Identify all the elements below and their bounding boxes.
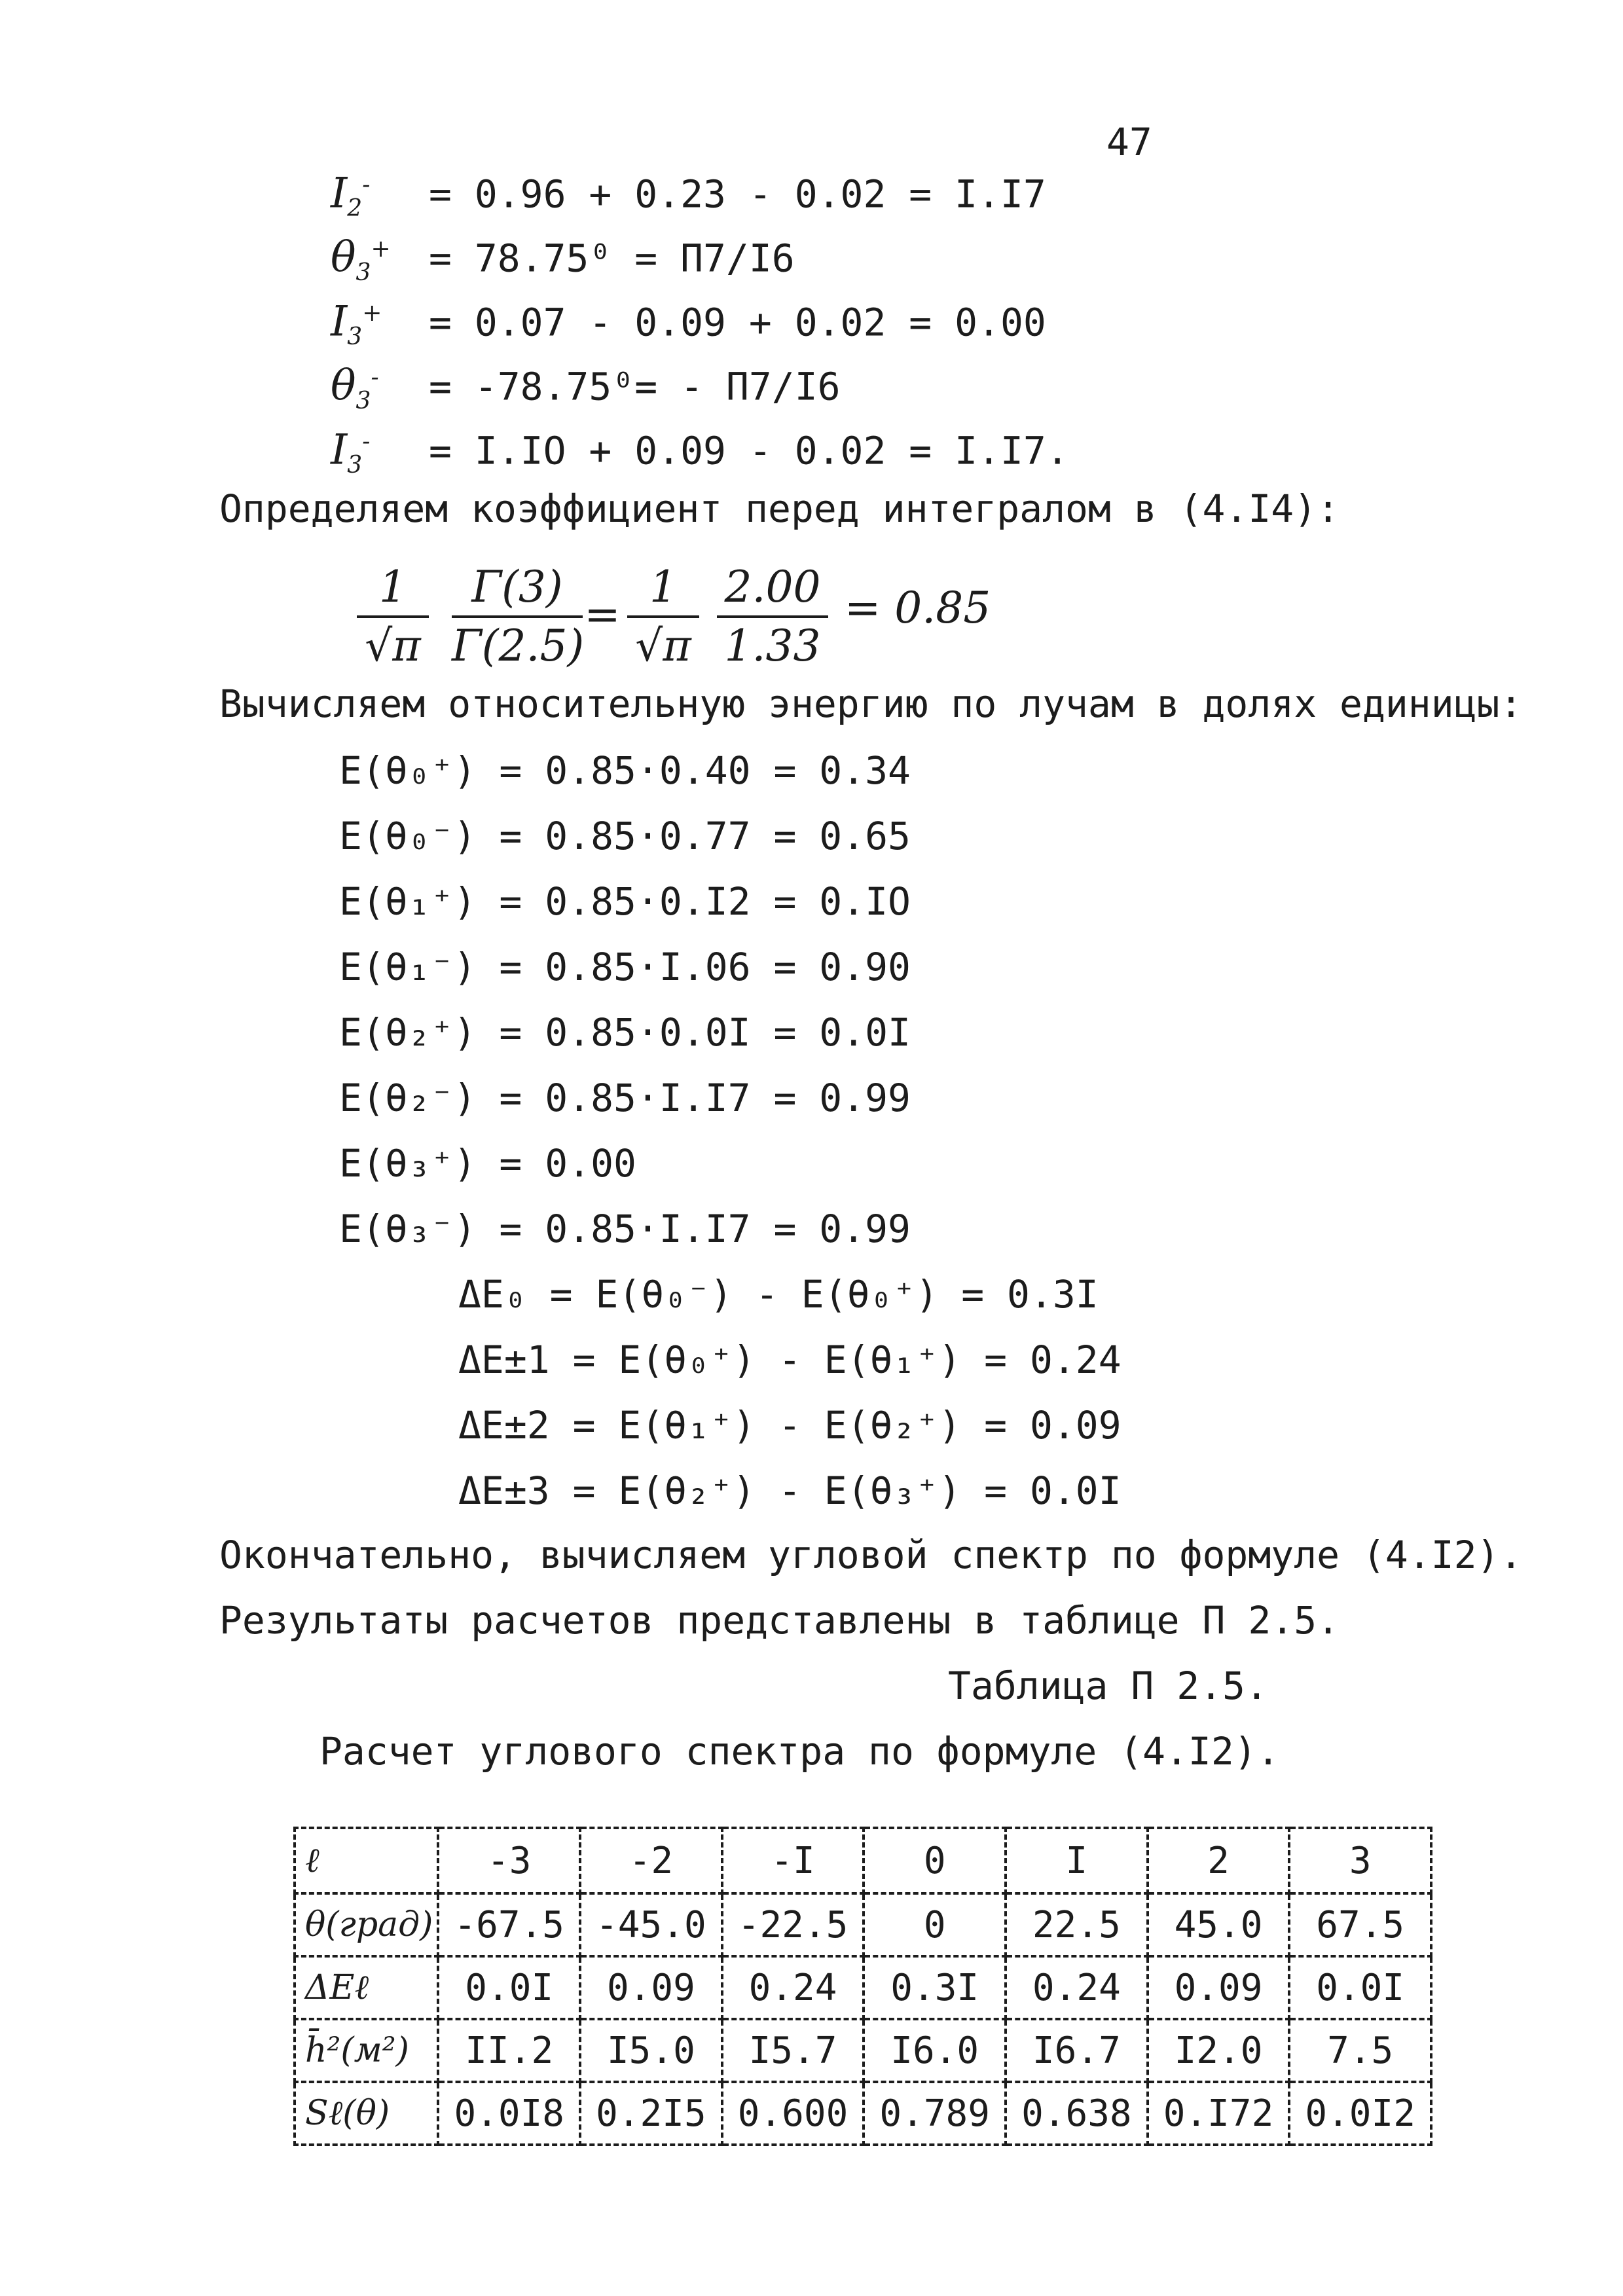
table-cell: 0.I72 bbox=[1148, 2082, 1290, 2145]
table-row bbox=[295, 1893, 1431, 1956]
fraction-bar bbox=[627, 615, 699, 618]
table-cell: 0.09 bbox=[1148, 1956, 1290, 2019]
table-row bbox=[295, 2019, 1431, 2082]
equation-line: $I_2^- = 0.96 + 0.23 - 0.02 = I.I7$ bbox=[331, 169, 1046, 223]
delta-line: ΔE±3 = E(θ₂⁺) - E(θ₃⁺) = 0.0I bbox=[458, 1468, 1122, 1513]
header-cell: ℓ bbox=[295, 1828, 438, 1893]
table-header-row bbox=[295, 1828, 1431, 1893]
fraction-bar bbox=[717, 615, 828, 618]
energy-line: E(θ₂⁻) = 0.85·I.I7 = 0.99 bbox=[339, 1076, 911, 1120]
table-cell: 0.789 bbox=[864, 2082, 1006, 2145]
table-cell: 0.0I bbox=[1289, 1956, 1431, 2019]
formula-equals: = bbox=[584, 589, 621, 640]
table-cell: 22.5 bbox=[1006, 1893, 1148, 1956]
header-cell: 3 bbox=[1289, 1828, 1431, 1893]
table-cell: 0.0I8 bbox=[438, 2082, 580, 2145]
fraction-bar bbox=[357, 615, 429, 618]
table-row bbox=[295, 2082, 1431, 2145]
row-label: ΔEℓ bbox=[295, 1956, 438, 2019]
table-cell: I6.7 bbox=[1006, 2019, 1148, 2082]
table-cell: 0.0I2 bbox=[1289, 2082, 1431, 2145]
table-cell: II.2 bbox=[438, 2019, 580, 2082]
table-cell: I6.0 bbox=[864, 2019, 1006, 2082]
header-cell: 0 bbox=[864, 1828, 1006, 1893]
energy-line: E(θ₀⁻) = 0.85·0.77 = 0.65 bbox=[339, 814, 911, 858]
table-cell: -45.0 bbox=[580, 1893, 722, 1956]
table-label: Таблица П 2.5. bbox=[948, 1664, 1268, 1708]
table-cell: 0.3I bbox=[864, 1956, 1006, 2019]
header-cell: I bbox=[1006, 1828, 1148, 1893]
energy-line: E(θ₂⁺) = 0.85·0.0I = 0.0I bbox=[339, 1010, 911, 1055]
delta-line: ΔE₀ = E(θ₀⁻) - E(θ₀⁺) = 0.3I bbox=[458, 1272, 1099, 1317]
equation-line: $I_3^- = I.IO + 0.09 - 0.02 = I.I7$. bbox=[331, 426, 1069, 479]
table-cell: I5.0 bbox=[580, 2019, 722, 2082]
page-number: 47 bbox=[1106, 120, 1152, 164]
table-cell: 0.600 bbox=[722, 2082, 864, 2145]
table-row bbox=[295, 1956, 1431, 2019]
table-cell: 0 bbox=[864, 1893, 1006, 1956]
equation-rhs: = I.IO + 0.09 - 0.02 = I.I7. bbox=[429, 428, 1069, 473]
fraction-4-denominator: 1.33 bbox=[724, 621, 821, 671]
fraction-1-denominator: √π bbox=[365, 621, 421, 671]
row-label: h̄²(м²) bbox=[295, 2019, 438, 2082]
table-cell: -67.5 bbox=[438, 1893, 580, 1956]
table-cell: 0.638 bbox=[1006, 2082, 1148, 2145]
fraction-4-numerator: 2.00 bbox=[724, 562, 821, 612]
table-cell: 0.0I bbox=[438, 1956, 580, 2019]
header-cell: -I bbox=[722, 1828, 864, 1893]
angular-spectrum-table bbox=[293, 1827, 1432, 2146]
header-cell: -3 bbox=[438, 1828, 580, 1893]
fraction-1-numerator: 1 bbox=[379, 562, 407, 612]
equation-line: $I_3^+ = 0.07 - 0.09 + 0.02 = 0.00$ bbox=[331, 297, 1046, 351]
energy-line: E(θ₃⁺) = 0.00 bbox=[339, 1141, 636, 1186]
table-title: Расчет углового спектра по формуле (4.I2). bbox=[319, 1729, 1280, 1774]
delta-line: ΔE±2 = E(θ₁⁺) - E(θ₂⁺) = 0.09 bbox=[458, 1403, 1122, 1448]
fraction-3-denominator: √π bbox=[635, 621, 691, 671]
table-cell: 0.24 bbox=[722, 1956, 864, 2019]
energy-line: E(θ₁⁺) = 0.85·0.I2 = 0.IO bbox=[339, 879, 911, 924]
equation-line: $\theta_3^+ = 78.75^0 = П7/I6$ bbox=[331, 233, 795, 287]
paragraph-coefficient: Определяем коэффициент перед интегралом в (4.I4): bbox=[219, 486, 1340, 531]
header-cell: -2 bbox=[580, 1828, 722, 1893]
table-cell: 45.0 bbox=[1148, 1893, 1290, 1956]
fraction-3-numerator: 1 bbox=[649, 562, 677, 612]
paragraph-final: Окончательно, вычисляем угловой спектр по формуле (4.I2). bbox=[219, 1533, 1523, 1577]
table-cell: 0.24 bbox=[1006, 1956, 1148, 2019]
table-cell: I2.0 bbox=[1148, 2019, 1290, 2082]
table-cell: I5.7 bbox=[722, 2019, 864, 2082]
header-cell: 2 bbox=[1148, 1828, 1290, 1893]
row-label: θ(град) bbox=[295, 1893, 438, 1956]
energy-line: E(θ₁⁻) = 0.85·I.06 = 0.90 bbox=[339, 945, 911, 989]
table-cell: 0.09 bbox=[580, 1956, 722, 2019]
fraction-bar bbox=[452, 615, 583, 618]
table-cell: 7.5 bbox=[1289, 2019, 1431, 2082]
table-cell: 0.2I5 bbox=[580, 2082, 722, 2145]
equation-line: $\theta_3^- = -78.75^0= - П7/I6$ bbox=[331, 361, 841, 415]
table-cell: 67.5 bbox=[1289, 1893, 1431, 1956]
equation-rhs: = 0.07 - 0.09 + 0.02 = 0.00 bbox=[429, 300, 1046, 345]
energy-line: E(θ₀⁺) = 0.85·0.40 = 0.34 bbox=[339, 748, 911, 793]
table-cell: -22.5 bbox=[722, 1893, 864, 1956]
equation-rhs: = 0.96 + 0.23 - 0.02 = I.I7 bbox=[429, 172, 1046, 217]
fraction-2-numerator: Γ(3) bbox=[471, 562, 563, 612]
paragraph-energy: Вычисляем относительную энергию по лучам в долях единицы: bbox=[219, 682, 1523, 726]
paragraph-results: Результаты расчетов представлены в таблице П 2.5. bbox=[219, 1598, 1340, 1643]
fraction-2-denominator: Γ(2.5) bbox=[452, 621, 585, 671]
row-label: Sℓ(θ) bbox=[295, 2082, 438, 2145]
equation-rhs: = 78.75⁰ = П7/I6 bbox=[429, 236, 795, 281]
energy-line: E(θ₃⁻) = 0.85·I.I7 = 0.99 bbox=[339, 1207, 911, 1251]
equation-rhs: = -78.75⁰= - П7/I6 bbox=[429, 364, 841, 409]
formula-result: = 0.85 bbox=[845, 583, 991, 633]
delta-line: ΔE±1 = E(θ₀⁺) - E(θ₁⁺) = 0.24 bbox=[458, 1338, 1122, 1382]
